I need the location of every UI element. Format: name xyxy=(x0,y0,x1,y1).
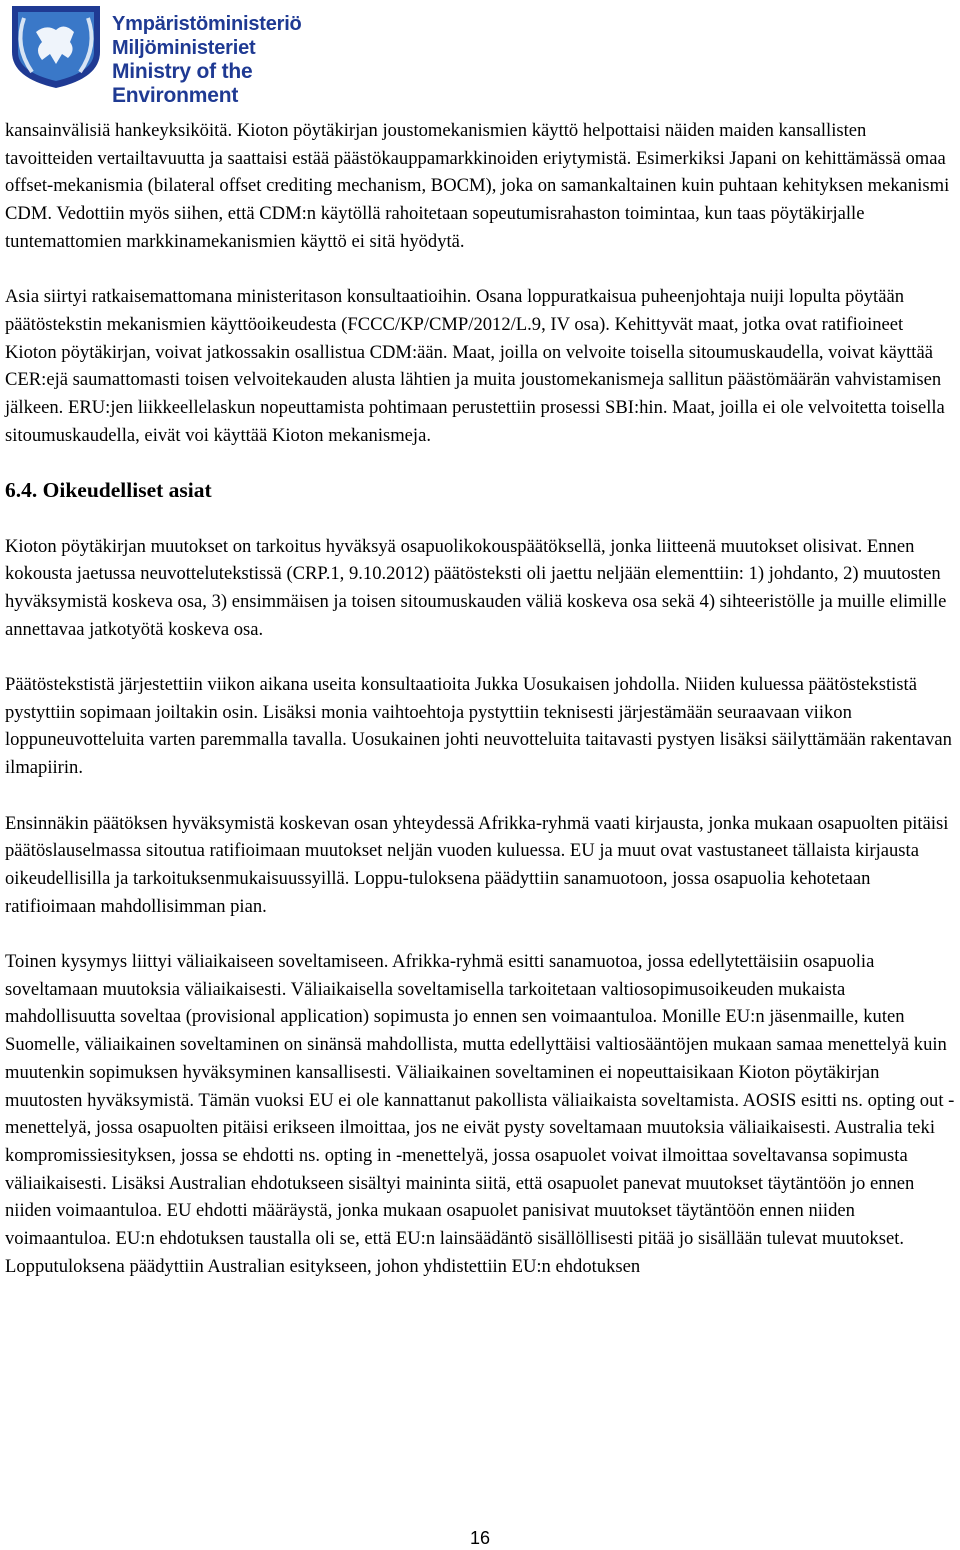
paragraph-provisional-application: Toinen kysymys liittyi väliaikaiseen soveltamiseen. Afrikka-ryhmä esitti sanamuotoa, jossa edellytettäisiin osapuolia soveltamaan muutoksia väliaikaisesti. Väliaikaisella soveltamisella tarkoitetaan valtiosopimusoikeuden mukaista mahdollisuutta soveltaa (provisional application) sopimusta jo ennen sen voimaantuloa. Monille EU:n jäsenmaille, kuten Suomelle, väliaikainen soveltaminen on sinänsä mahdollista, mutta edellyttäisi valtiosääntöjen mukaan samaa menettelyä kuin muutenkin sopimuksen hyväksyminen kansallisesti. Väliaikainen soveltaminen ei nopeuttaisikaan Kioton pöytäkirjan muutosten hyväksymistä. Tämän vuoksi EU ei ole kannattanut pakollista väliaikaista soveltamista. AOSIS esitti ns. opting out -menettelyä, jossa osapuolten pitäisi erikseen ilmoittaa, jos ne eivät pysty soveltamaan muutoksia väliaikaisesti. Australia teki kompromissiesityksen, jossa se ehdotti ns. opting in -menettelyä, jossa osapuolet voivat ilmoittaa soveltavansa sopimusta väliaikaisesti. Lisäksi Australian ehdotukseen sisältyi maininta siitä, että osapuolet panevat muutokset täytäntöön jo ennen niiden voimaantuloa. EU ehdotti määräystä, jonka mukaan osapuolet panisivat muutokset täytäntöön ennen niiden voimaantuloa. EU:n ehdotuksen taustalla oli se, että EU:n lainsäädäntö sisällöllisesti pitää jo sisällään tulevat muutokset. Lopputuloksena päädyttiin Australian esitykseen, johon yhdistettiin EU:n ehdotuksen xyxy=(5,951,955,1277)
ministry-logo xyxy=(6,2,346,107)
section-heading: 6.4. Oikeudelliset asiat xyxy=(5,478,212,503)
logo-line-swedish: Miljöministeriet xyxy=(112,37,256,59)
logo-line-english: Ministry of the Environment xyxy=(112,60,253,107)
paragraph-mechanisms: kansainvälisiä hankeyksiköitä. Kioton pöytäkirjan joustomekanismien käyttö helpottaisi näiden maiden kansallisten tavoitteiden vertailtavuutta ja saattaisi estää päästökauppamarkkinoiden eriytymistä. Esimerkiksi Japani on kehittämässä omaa offset-mekanismia (bilateral offset crediting mechanism, BOCM), joka on samankaltainen kuin puhtaan kehityksen mekanismi CDM. Vedottiin myös siihen, että CDM:n käytöllä rahoitetaan sopeutumisrahaston toimintaa, kun taas pöytäkirjalle tuntemattomien markkinamekanismien käyttö ei sitä hyödytä. xyxy=(5,120,950,252)
logo-line-finnish: Ympäristöministeriö xyxy=(112,13,302,35)
document-body xyxy=(5,117,957,1308)
paragraph-consultations: Asia siirtyi ratkaisemattomana ministeritason konsultaatioihin. Osana loppuratkaisua puheenjohtaja nuiji lopulta pöytään päätöstekstin mekanismien käyttöoikeudesta (FCCC/KP/CMP/2012/L.9, IV osa). Kehittyvät maat, jotka ovat ratifioineet Kioton pöytäkirjan, voivat jatkossakin osallistua CDM:ään. Maat, joilla on velvoite toisella sitoumuskaudella, voivat käyttää CER:ejä saumattomasti toisen velvoitekauden alusta lähtien ja muita joustomekanismeja sallitun päästömäärän vahvistamisen jälkeen. ERU:jen liikkeellelaskun nopeuttamista pohtimaan perustettiin prosessi SBI:hin. Maat, joilla ei ole velvoitetta toisella sitoumuskaudella, eivät voi käyttää Kioton mekanismeja. xyxy=(5,286,945,446)
coat-of-arms-icon xyxy=(6,2,106,90)
paragraph-uosukainen: Päätöstekstistä järjestettiin viikon aikana useita konsultaatioita Jukka Uosukaisen johdolla. Niiden kuluessa päätöstekstistä pystyttiin sopimaan joiltakin osin. Lisäksi monia vaihtoehtoja pystyttiin teknisesti järjestämään seuraavaan viikon loppuneuvotteluita varten paremmalla tavalla. Uosukainen johti neuvotteluita taitavasti pystyen lisäksi säilyttämään rakentavan ilmapiirin. xyxy=(5,674,952,779)
paragraph-amendments: Kioton pöytäkirjan muutokset on tarkoitus hyväksyä osapuolikokouspäätöksellä, jonka liitteenä muutokset olisivat. Ennen kokousta jaetussa neuvottelutekstissä (CRP.1, 9.10.2012) päätösteksti oli jaettu neljään elementtiin: 1) johdanto, 2) muutosten hyväksymistä koskeva osa, 3) ensimmäisen ja toisen sitoumuskauden väliä koskeva osa sekä 4) sihteeristölle ja muille elimille annettavaa jatkotyötä koskeva osa. xyxy=(5,535,947,640)
page-number: 16 xyxy=(469,1528,491,1548)
paragraph-africa-group: Ensinnäkin päätöksen hyväksymistä koskevan osan yhteydessä Afrikka-ryhmä vaati kirjausta, jonka mukaan osapuolten pitäisi päätöslauselmassa sitoutua ratifioimaan muutokset neljän vuoden kuluessa. EU ja muut ovat vastustaneet tällaista kirjausta oikeudellisilla ja tarkoituksenmukaisuussyillä. Loppu-tuloksena päädyttiin sanamuotoon, jossa osapuolia kehotetaan ratifioimaan mahdollisimman pian. xyxy=(5,812,949,917)
logo-text xyxy=(112,12,346,108)
